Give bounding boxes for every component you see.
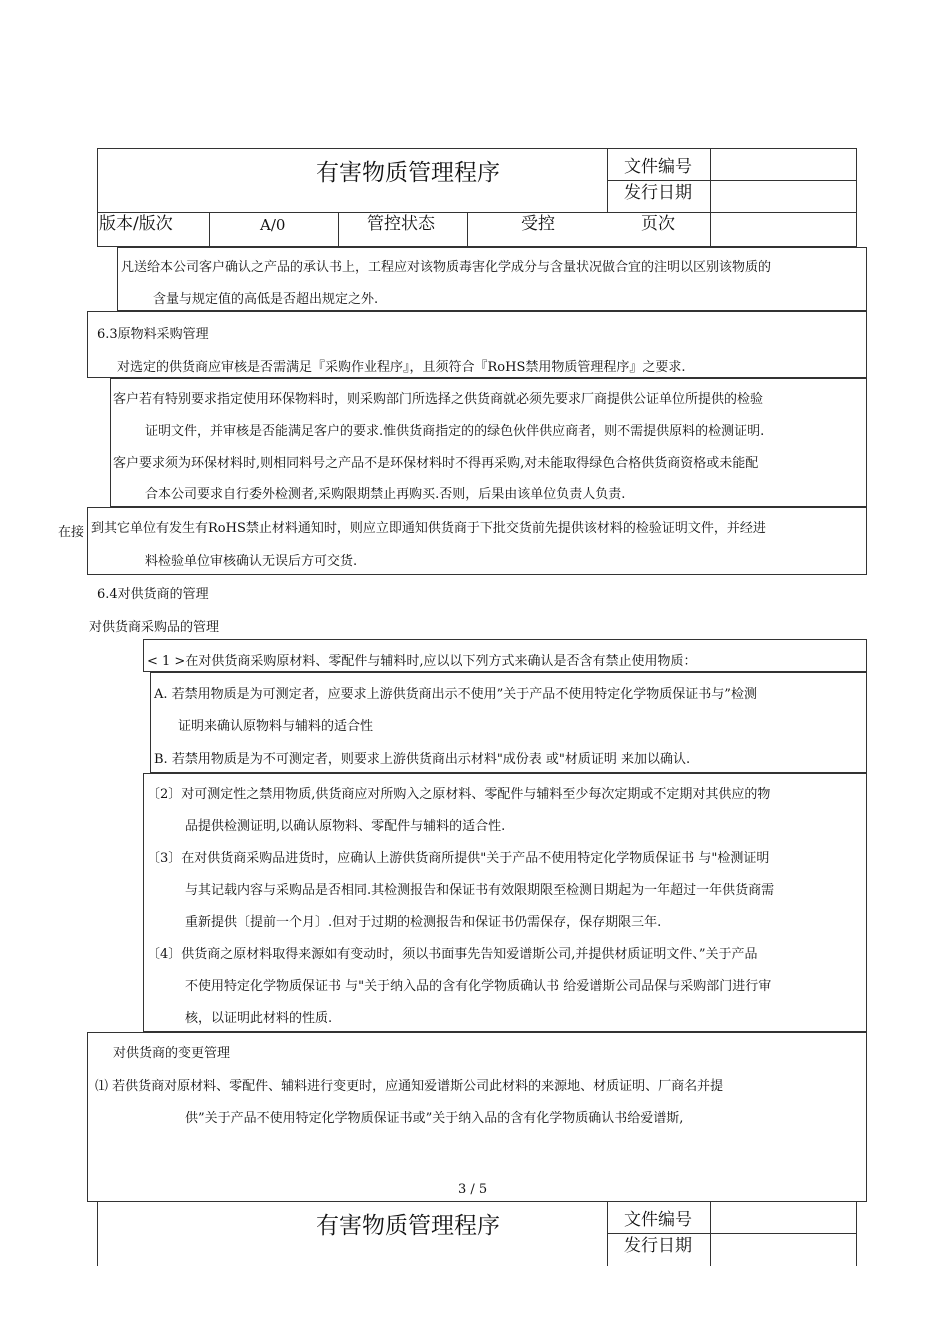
next-header-border xyxy=(607,1202,608,1266)
control-status-value: 受控 xyxy=(521,214,555,234)
version-label: 版本/版次 xyxy=(99,214,173,234)
paragraph-line: 客户要求须为环保材料时,则相同料号之产品不是环保材料时不得再采购,对未能取得绿色合格供货商资格或未能配 xyxy=(113,456,759,471)
paragraph-line: 含量与规定值的高低是否超出规定之外. xyxy=(153,292,379,307)
list-item: 〔2〕对可测定性之禁用物质,供货商应对所购入之原材料、零配件与辅料至少每次定期或不定期对其供应的物 xyxy=(147,787,771,802)
paragraph-line: 凡送给本公司客户确认之产品的承认书上，工程应对该物质毒害化学成分与含量状况做合宜的注明以区别该物质的 xyxy=(121,260,772,275)
section-heading: 对供货商的变更管理 xyxy=(113,1046,231,1061)
list-item: 〔3〕在对供货商采购品进货时，应确认上游供货商所提供"关于产品不使用特定化学物质保证书 与"检测证明 xyxy=(147,851,770,866)
list-item: A. 若禁用物质是为可测定者，应要求上游供货商出示不使用”关于产品不使用特定化学物质保证书与”检测 xyxy=(154,687,757,702)
header-divider xyxy=(209,212,210,247)
header-divider xyxy=(97,212,857,213)
list-item: 供”关于产品不使用特定化学物质保证书或”关于纳入品的含有化学物质确认书给爱谱斯, xyxy=(185,1111,684,1126)
paragraph-line: 客户若有特别要求指定使用环保物料时，则采购部门所选择之供货商就必须先要求厂商提供公证单位所提供的检验 xyxy=(113,392,764,407)
section-heading: 6.4对供货商的管理 xyxy=(97,587,209,602)
next-doc-number-label: 文件编号 xyxy=(624,1210,692,1230)
subsection-heading: 对供货商采购品的管理 xyxy=(89,620,220,635)
list-item: < 1 >在对供货商采购原材料、零配件与辅料时,应以以下列方式来确认是否含有禁止使用物质： xyxy=(147,654,697,669)
paragraph-line: 合本公司要求自行委外检测者,采购限期禁止再购买.否则，后果由该单位负责人负责. xyxy=(145,487,626,502)
issue-date-label: 发行日期 xyxy=(624,183,692,203)
doc-number-label: 文件编号 xyxy=(624,157,692,177)
next-issue-date-label: 发行日期 xyxy=(624,1236,692,1256)
version-value: A/0 xyxy=(260,216,286,234)
list-item: 〔4〕供货商之原材料取得来源如有变动时，须以书面事先告知爱谱斯公司,并提供材质证明文件、”关于产品 xyxy=(147,947,758,962)
next-header-border xyxy=(97,1202,98,1266)
page-number: 3 / 5 xyxy=(458,1182,488,1197)
next-header-border xyxy=(710,1202,711,1266)
list-item: ⑴ 若供货商对原材料、零配件、辅料进行变更时，应通知爱谱斯公司此材料的来源地、材质证明、厂商名并提 xyxy=(95,1079,724,1094)
section-heading: 6.3原物料采购管理 xyxy=(97,327,209,342)
header-divider xyxy=(710,148,711,247)
paragraph-line: 对选定的供货商应审核是否需满足『采购作业程序』，且须符合『RoHS禁用物质管理程序』之要求. xyxy=(117,360,686,375)
page-label: 页次 xyxy=(641,214,675,234)
header-divider xyxy=(338,212,339,247)
list-item: 与其记载内容与采购品是否相同.其检测报告和保证书有效限期限至检测日期起为一年超过一年供货商需 xyxy=(185,883,775,898)
header-divider xyxy=(467,212,468,247)
paragraph-line: 到其它单位有发生有RoHS禁止材料通知时，则应立即通知供货商于下批交货前先提供该材料的检验证明文件，并经进 xyxy=(91,521,766,536)
list-item: 不使用特定化学物质保证书 与"关于纳入品的含有化学物质确认书 给爱谱斯公司品保与采购部门进行审 xyxy=(185,979,772,994)
list-item: 品提供检测证明,以确认原物料、零配件与辅料的适合性. xyxy=(185,819,506,834)
next-page-title: 有害物质管理程序 xyxy=(316,1213,500,1239)
page-title: 有害物质管理程序 xyxy=(316,160,500,186)
list-item: 核，以证明此材料的性质. xyxy=(185,1011,333,1026)
next-header-border xyxy=(856,1202,857,1266)
paragraph-line: 证明文件，并审核是否能满足客户的要求.惟供货商指定的的绿色伙伴供应商者，则不需提供原料的检测证明. xyxy=(145,424,765,439)
margin-note: 在接 xyxy=(58,525,85,540)
list-item: 重新提供〔提前一个月〕.但对于过期的检测报告和保证书仍需保存，保存期限三年. xyxy=(185,915,662,930)
next-header-border xyxy=(607,1233,857,1234)
control-status-label: 管控状态 xyxy=(367,214,435,234)
paragraph-line: 料检验单位审核确认无误后方可交货. xyxy=(145,554,358,569)
list-item: B. 若禁用物质是为不可测定者，则要求上游供货商出示材料"成份表 或"材质证明 来加以确认. xyxy=(154,752,691,767)
list-item: 证明来确认原物料与辅料的适合性 xyxy=(178,719,374,734)
header-divider xyxy=(607,180,857,181)
